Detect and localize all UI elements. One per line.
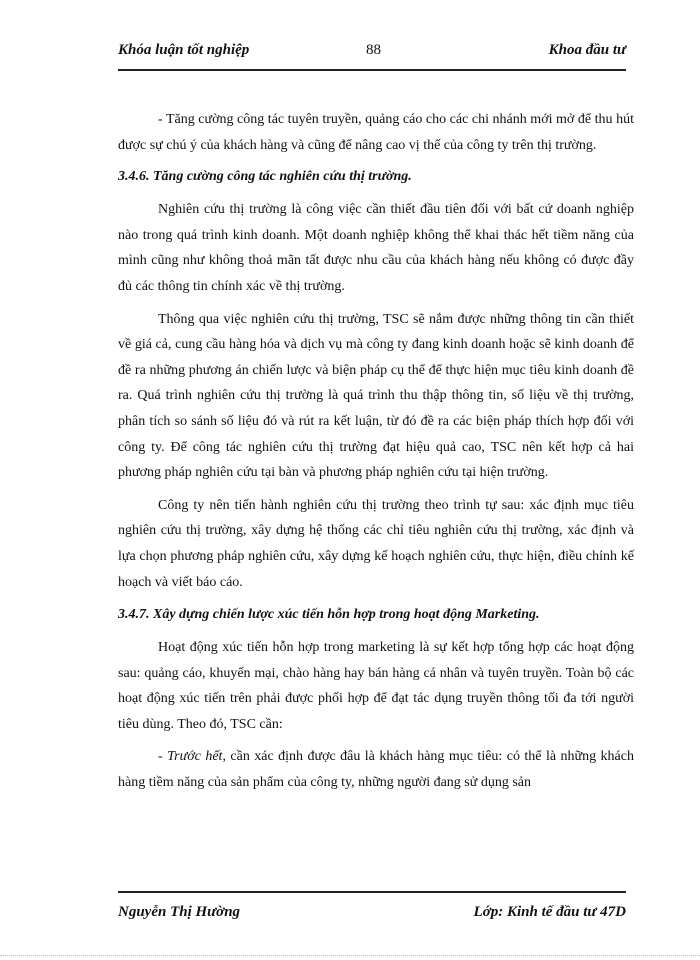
footer-class: Lớp: Kinh tế đầu tư 47D <box>473 904 626 920</box>
header-thesis-title: Khóa luận tốt nghiệp <box>118 42 250 58</box>
bullet-dash: - <box>158 749 168 765</box>
paragraph-promotion: - Tăng cường công tác tuyên truyền, quảng cáo cho các chi nhánh mới mở để thu hút được sự chú ý của khách hàng và cũng để nâng cao vị thế của công ty trên thị trường. <box>118 112 634 153</box>
emphasis-first-of-all: Trước hết <box>167 749 223 765</box>
paragraph-research-steps: Công ty nên tiến hành nghiên cứu thị trường theo trình tự sau: xác định mục tiêu nghiên cứu thị trường, xây dựng hệ thống các chỉ tiêu nghiên cứu thị trường, xác định và lựa chọn phương pháp nghiên cứu, xây dựng kế hoạch nghiên cứu, thực hiện, điều chỉnh kế hoạch và viết báo cáo. <box>118 497 634 590</box>
paragraph-target-customers-text: , cần xác định được đâu là khách hàng mục tiêu: có thể là những khách hàng tiềm năng của sản phẩm của công ty, những người đang sử dụng sản <box>118 749 634 791</box>
footer-author: Nguyễn Thị Hường <box>118 904 241 920</box>
page-edge-divider <box>0 955 700 956</box>
footer-rule <box>118 891 626 893</box>
document-body <box>118 107 634 803</box>
paragraph-target-customers <box>118 744 634 795</box>
paragraph-market-research-benefits: Thông qua việc nghiên cứu thị trường, TSC sẽ nắm được những thông tin cần thiết về giá cả, cung cầu hàng hóa và dịch vụ mà công ty đang kinh doanh hoặc sẽ kinh doanh để đề ra những phương án chiến lược và biện pháp cụ thể để thực hiện mục tiêu kinh doanh đề ra. Quá trình nghiên cứu thị trường là quá trình thu thập thông tin, số liệu về thị trường, phân tích so sánh số liệu đó và rút ra kết luận, từ đó đề ra các biện pháp thích hợp đối với công ty. Để công tác nghiên cứu thị trường đạt hiệu quả cao, TSC nên kết hợp cả hai phương pháp nghiên cứu tại bàn và phương pháp nghiên cứu tại hiện trường. <box>118 311 634 481</box>
page-footer <box>118 904 626 926</box>
header-faculty: Khoa đầu tư <box>548 42 626 58</box>
header-rule <box>118 69 626 71</box>
paragraph-promotion-mix: Hoạt động xúc tiến hỗn hợp trong marketing là sự kết hợp tổng hợp các hoạt động sau: quảng cáo, khuyến mại, chào hàng hay bán hàng cá nhân và tuyên truyền. Toàn bộ các hoạt động xúc tiến trên phải được phối hợp để đạt tác dụng truyền thông tối đa tới người tiêu dùng. Theo đó, TSC cần: <box>118 640 634 732</box>
section-heading-3-4-6: 3.4.6. Tăng cường công tác nghiên cứu thị trường. <box>118 169 412 185</box>
page-header <box>118 42 626 64</box>
page-number: 88 <box>366 42 381 58</box>
paragraph-market-research-intro: Nghiên cứu thị trường là công việc cần thiết đầu tiên đối với bất cứ doanh nghiệp nào trong quá trình kinh doanh. Một doanh nghiệp không thể khai thác hết tiềm năng của mình cũng như không thoả mãn tất được nhu cầu của khách hàng nếu không có được đầy đủ các thông tin chính xác về thị trường. <box>118 202 634 294</box>
section-heading-3-4-7: 3.4.7. Xây dựng chiến lược xúc tiến hỗn hợp trong hoạt động Marketing. <box>118 607 540 623</box>
